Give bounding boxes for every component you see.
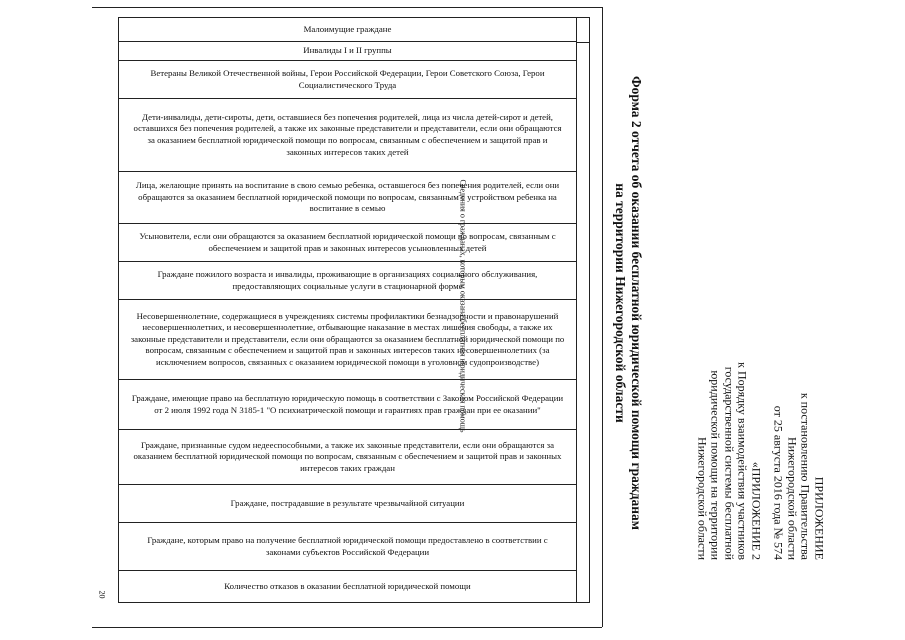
page-edge-right — [602, 7, 603, 627]
page-edge-bottom — [92, 627, 602, 628]
table-row: Несовершеннолетние, содержащиеся в учреждениях системы профилактики безнадзорности и правонарушений несовершеннолетних, и несовершеннолетние, отбывающие наказание в местах лишения свободы, а также их законные представители и представители, если они обращаются за оказанием бесплатной юридической помощи по вопросам, связанным с обеспечением и защитой прав и законных интересов таких несовершеннолетних (за исключением вопросов, связанных с оказанием юридической помощи в уголовном судопроизводстве) — [119, 300, 576, 380]
table-row: Граждане, пострадавшие в результате чрезвычайной ситуации — [119, 485, 576, 523]
table-row: Граждане, признанные судом недееспособными, а также их законные представители, если они обращаются за оказанием бесплатной юридической помощи по вопросам, связанным с обеспечением и защитой прав и законных интересов таких граждан — [119, 430, 576, 485]
approval-line: к постановлению Правительства — [798, 392, 813, 560]
approval-line: Нижегородской области — [695, 436, 710, 560]
approval-line: государственной системы бесплатной — [722, 366, 737, 560]
table-row: Граждане, имеющие право на бесплатную юридическую помощь в соответствии с Законом Российской Федерации от 2 июля 1992 года N 3185-1 "О психиатрической помощи и гарантиях прав граждан при ее оказании" — [119, 380, 576, 430]
approval-line: юридической помощи на территории — [708, 370, 723, 560]
table-row: Лица, желающие принять на воспитание в свою семью ребенка, оставшегося без попечения родителей, если они обращаются за оказанием бесплатной юридической помощи по вопросам, связанным с устройством ребенка на воспитание в семью — [119, 172, 576, 224]
table-row: Граждане пожилого возраста и инвалиды, проживающие в организациях социального обслуживания, предоставляющих социальные услуги в стационарной форме — [119, 262, 576, 300]
table-row: Граждане, которым право на получение бесплатной юридической помощи предоставлено в соответствии с законами субъектов Российской Федерации — [119, 523, 576, 571]
approval-line: «ПРИЛОЖЕНИЕ 2 — [749, 461, 764, 560]
categories-column — [119, 18, 577, 602]
approval-block — [695, 120, 826, 560]
side-header-label: Сведения о гражданах, которым оказана бесплатная юридическая помощь — [458, 179, 468, 433]
table-row: Малоимущие граждане — [119, 18, 576, 42]
form-title-line: на территории Нижегородской области — [613, 183, 628, 423]
table-row: Ветераны Великой Отечественной войны, Герои Российской Федерации, Герои Советского Союза, Герои Социалистического Труда — [119, 61, 576, 99]
approval-line: от 25 августа 2016 года № 574 — [771, 405, 786, 560]
approval-line: ПРИЛОЖЕНИЕ — [812, 476, 827, 560]
table-row: Дети-инвалиды, дети-сироты, дети, оставшиеся без попечения родителей, лица из числа детей-сирот и детей, оставшихся без попечения родителей, а также их законные представители и представители, если они обращаются за оказанием бесплатной юридической помощи по вопросам, связанным с обеспечением и защитой прав и законных интересов таких детей — [119, 99, 576, 172]
form-title-line: Форма 2 отчета об оказании бесплатной юридической помощи гражданам — [629, 76, 644, 530]
page-number: 20 — [97, 590, 107, 599]
table-row: Количество отказов в оказании бесплатной юридической помощи — [224, 580, 471, 591]
form-title — [612, 23, 644, 583]
report-table — [118, 17, 590, 603]
side-header-cell — [577, 42, 589, 603]
table-row: Инвалиды I и II группы — [119, 42, 576, 61]
approval-line: к Порядку взаимодействия участников — [735, 362, 750, 560]
page-edge-top — [92, 7, 602, 8]
table-row: Усыновители, если они обращаются за оказанием бесплатной юридической помощи по вопросам, связанным с обеспечением и защитой прав и законных интересов усыновленных детей — [119, 224, 576, 262]
approval-line: Нижегородской области — [785, 436, 800, 560]
